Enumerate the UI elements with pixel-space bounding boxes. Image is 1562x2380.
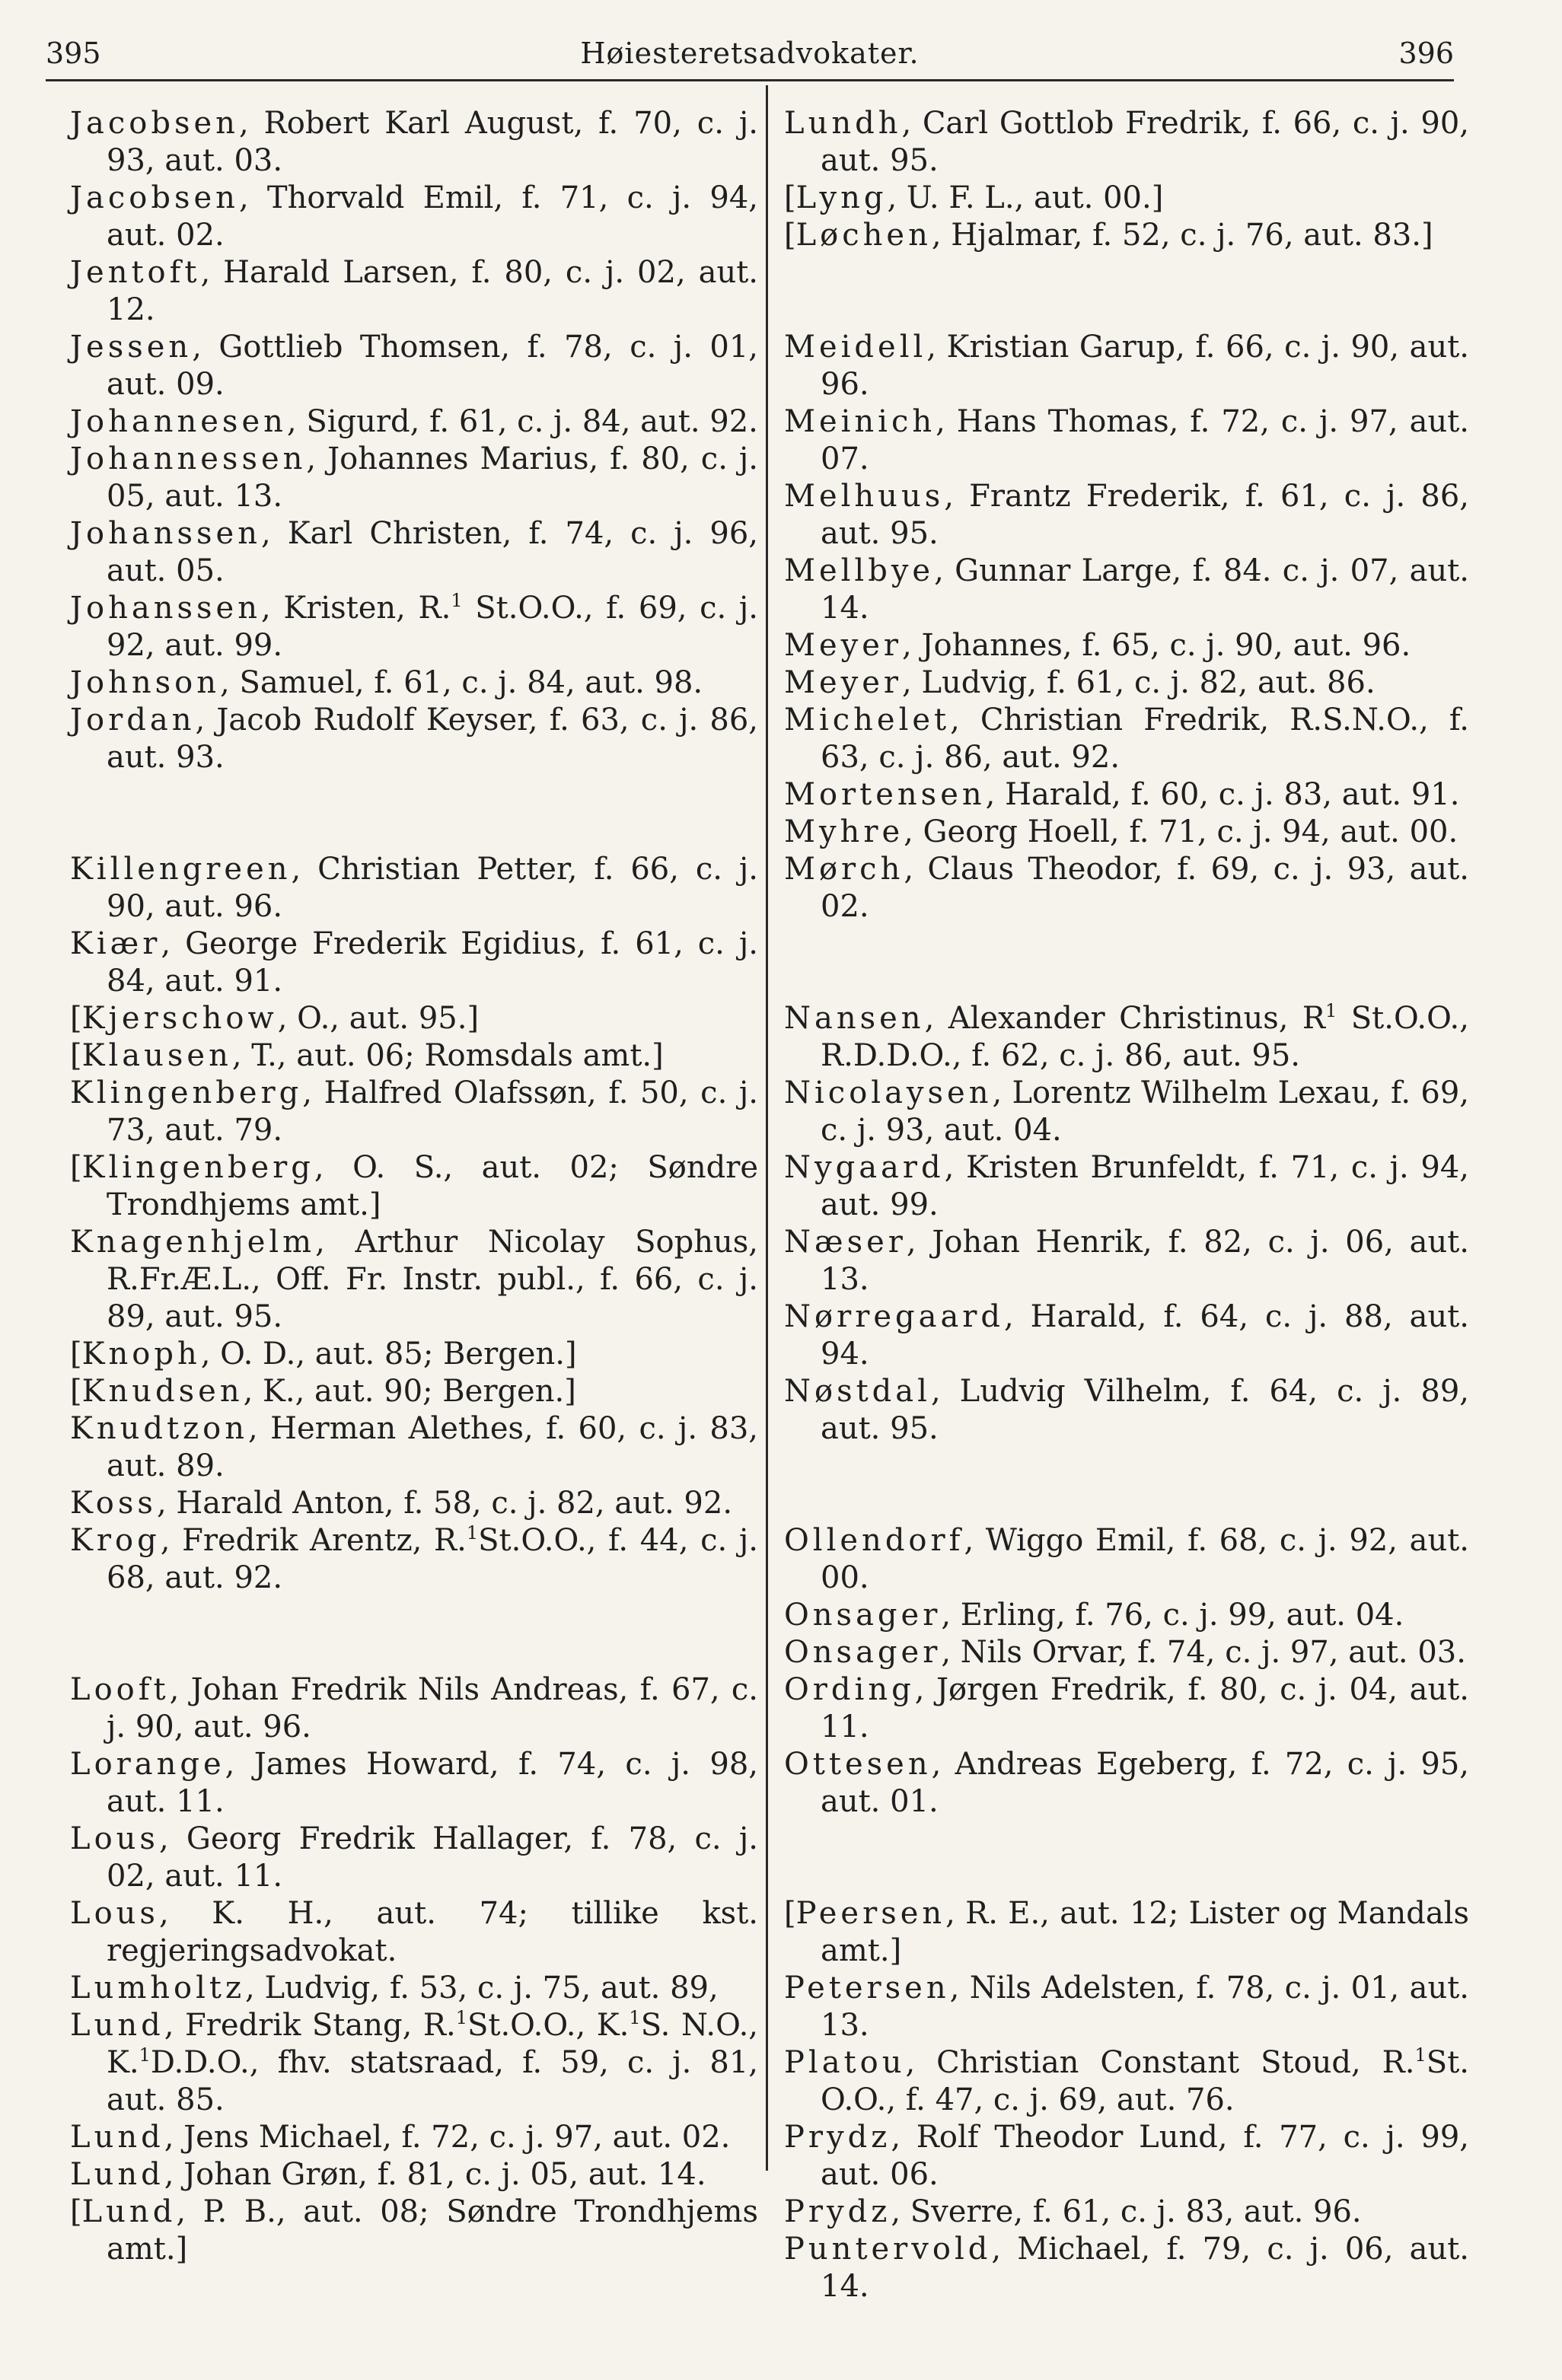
- surname: Jentoft: [70, 255, 201, 290]
- advocate-entry: [70, 851, 758, 926]
- surname: Mellbye: [784, 553, 935, 588]
- entry-details: , Claus Theodor, f. 69, c. j. 93, aut. 02.: [821, 852, 1469, 924]
- entry-details: , Erling, f. 76, c. j. 99, aut. 04.: [941, 1598, 1404, 1633]
- entry-details: , Herman Alethes, f. 60, c. j. 83, aut. 89.: [107, 1411, 758, 1483]
- surname: Meinich: [784, 404, 936, 439]
- surname: Kiær: [70, 926, 161, 961]
- order-class-superscript: 1: [1414, 2044, 1427, 2066]
- entry-details: , Harald Anton, f. 58, c. j. 82, aut. 92.: [156, 1486, 733, 1521]
- entry-details: , Kristian Garup, f. 66, c. j. 90, aut. 96.: [821, 330, 1469, 402]
- surname: Koss: [70, 1486, 157, 1521]
- entry-details: , Thorvald Emil, f. 71, c. j. 94, aut. 02.: [107, 180, 758, 253]
- entry-details: , Nils Orvar, f. 74, c. j. 97, aut. 03.: [941, 1635, 1466, 1670]
- surname: Klingenberg: [81, 1150, 314, 1185]
- advocate-entry: [70, 2156, 758, 2194]
- advocate-entry: [70, 1336, 758, 1373]
- advocate-entry: [784, 1746, 1469, 1821]
- right-column: [784, 105, 1469, 2380]
- surname: Lund: [70, 2157, 164, 2192]
- entry-details: , Johan Henrik, f. 82, c. j. 06, aut. 13.: [821, 1225, 1469, 1297]
- surname: Johannesen: [70, 404, 287, 439]
- advocate-entry: [70, 926, 758, 1000]
- surname: Ording: [784, 1672, 915, 1707]
- advocate-entry: [784, 2119, 1469, 2194]
- entry-details: , Arthur Nicolay Sophus, R.Fr.Æ.L., Off. Fr. Instr. publ., f. 66, c. j. 89, aut. 95.: [107, 1225, 758, 1334]
- advocate-entry: [70, 105, 758, 180]
- entry-details: , Gunnar Large, f. 84. c. j. 07, aut. 14.: [821, 553, 1469, 626]
- entry-details: , Robert Karl August, f. 70, c. j. 93, aut. 03.: [107, 106, 758, 178]
- entry-details: , Frantz Frederik, f. 61, c. j. 86, aut. 95.: [821, 479, 1469, 551]
- surname: Knudtzon: [70, 1411, 249, 1446]
- entry-details: , K. H., aut. 74; tillike kst. regjeringsadvokat.: [107, 1896, 758, 1968]
- advocate-entry: [70, 1970, 758, 2007]
- entry-details: , Jens Michael, f. 72, c. j. 97, aut. 02.: [164, 2120, 731, 2155]
- entry-details: , Georg Hoell, f. 71, c. j. 94, aut. 00.: [904, 814, 1458, 849]
- entry-details: , R. E., aut. 12; Lister og Mandals amt.]: [821, 1896, 1469, 1968]
- advocate-entry: [784, 217, 1469, 254]
- advocate-entry: [70, 2194, 758, 2268]
- entry-details: , O. D., aut. 85; Bergen.]: [200, 1337, 577, 1372]
- advocate-entry: [70, 1671, 758, 1746]
- header-rule: [46, 79, 1454, 81]
- advocate-entry: [70, 180, 758, 254]
- surname: Nicolaysen: [784, 1075, 993, 1110]
- surname: Platou: [784, 2045, 906, 2080]
- page-number-right: 396: [1398, 37, 1454, 70]
- surname: Lumholtz: [70, 1971, 246, 2006]
- surname: Johnson: [70, 665, 221, 700]
- surname: Michelet: [784, 703, 951, 738]
- surname: Krog: [70, 1523, 161, 1558]
- advocate-entry: [70, 1746, 758, 1821]
- advocate-entry: [70, 702, 758, 776]
- advocate-entry: [784, 1671, 1469, 1746]
- surname: Knoph: [81, 1337, 201, 1372]
- order-class-superscript: 1: [139, 2044, 151, 2066]
- surname: Johannessen: [70, 441, 307, 476]
- entry-details: , P. B., aut. 08; Søndre Trondhjems amt.]: [107, 2194, 758, 2267]
- advocate-entry: [70, 1149, 758, 1224]
- surname: Onsager: [784, 1635, 942, 1670]
- surname: Kjerschow: [81, 1001, 278, 1036]
- advocate-entry: [784, 814, 1469, 851]
- advocate-entry: [784, 1149, 1469, 1224]
- order-class-superscript: 1: [466, 1522, 479, 1544]
- entry-details: , Sigurd, f. 61, c. j. 84, aut. 92.: [286, 404, 758, 439]
- advocate-entry: [784, 2231, 1469, 2305]
- letter-section: [784, 1895, 1469, 2305]
- entry-details: , Wiggo Emil, f. 68, c. j. 92, aut. 00.: [821, 1523, 1469, 1595]
- surname: Puntervold: [784, 2232, 992, 2267]
- entry-details: , Hjalmar, f. 52, c. j. 76, aut. 83.]: [931, 218, 1433, 253]
- advocate-entry: [784, 1522, 1469, 1597]
- surname: Lorange: [70, 1747, 225, 1782]
- advocate-entry: [784, 664, 1469, 702]
- entry-details: , George Frederik Egidius, f. 61, c. j. 84, aut. 91.: [107, 926, 758, 999]
- surname: Meyer: [784, 628, 903, 663]
- surname: Ottesen: [784, 1747, 932, 1782]
- surname: Nansen: [784, 1001, 925, 1036]
- entry-details: , Johannes, f. 65, c. j. 90, aut. 96.: [902, 628, 1411, 663]
- letter-section: [784, 329, 1469, 926]
- advocate-entry: [70, 664, 758, 702]
- advocate-entry: [70, 403, 758, 441]
- advocate-entry: [784, 1597, 1469, 1634]
- entry-details: , Ludvig, f. 61, c. j. 82, aut. 86.: [902, 665, 1376, 700]
- entry-details: , Harald, f. 64, c. j. 88, aut. 94.: [821, 1299, 1469, 1372]
- surname: Næser: [784, 1225, 907, 1260]
- order-class-superscript: 1: [455, 2007, 467, 2028]
- surname: Løchen: [795, 218, 932, 253]
- surname: Johanssen: [70, 591, 261, 626]
- surname: Meidell: [784, 330, 927, 365]
- advocate-entry: [784, 105, 1469, 180]
- advocate-entry: [70, 1895, 758, 1970]
- entry-details: , T., aut. 06; Romsdals amt.]: [231, 1038, 664, 1073]
- surname: Jordan: [70, 703, 196, 738]
- advocate-entry: [70, 590, 758, 664]
- advocate-entry: [70, 1000, 758, 1037]
- advocate-entry: [784, 180, 1469, 217]
- advocate-entry: [784, 1634, 1469, 1671]
- surname: Petersen: [784, 1971, 950, 2006]
- letter-section: [784, 1522, 1469, 1821]
- letter-section: [70, 1671, 758, 2268]
- advocate-entry: [784, 1075, 1469, 1149]
- surname: Knagenhjelm: [70, 1225, 316, 1260]
- advocate-entry: [70, 2007, 758, 2119]
- entry-details: , Ludvig Vilhelm, f. 64, c. j. 89, aut. 95.: [821, 1374, 1469, 1446]
- entry-details: , Michael, f. 79, c. j. 06, aut. 14.: [821, 2232, 1469, 2304]
- surname: Myhre: [784, 814, 904, 849]
- advocate-entry: [70, 1485, 758, 1522]
- surname: Melhuus: [784, 479, 945, 514]
- bracket-open: [: [784, 180, 796, 215]
- letter-section: [784, 105, 1469, 254]
- advocate-entry: [784, 1298, 1469, 1373]
- bracket-open: [: [70, 1038, 82, 1073]
- entry-details: , Johan Fredrik Nils Andreas, f. 67, c. j. 90, aut. 96.: [107, 1672, 758, 1744]
- advocate-entry: [70, 441, 758, 515]
- entry-details: , Jørgen Fredrik, f. 80, c. j. 04, aut. 11.: [821, 1672, 1469, 1744]
- advocate-entry: [784, 2194, 1469, 2231]
- surname: Johanssen: [70, 516, 261, 551]
- bracket-open: [: [70, 2194, 82, 2229]
- surname: Lous: [70, 1896, 159, 1931]
- surname: Ollendorf: [784, 1523, 964, 1558]
- advocate-entry: [784, 1373, 1469, 1448]
- column-divider: [766, 85, 768, 2171]
- surname: Klingenberg: [70, 1075, 303, 1110]
- advocate-entry: [784, 776, 1469, 814]
- advocate-entry: [70, 1037, 758, 1075]
- bracket-open: [: [70, 1374, 82, 1409]
- page-number-left: 395: [46, 37, 101, 70]
- entry-details: , Fredrik Stang, R.$^1$St.O.O., K.$^1$S. N.O., K.$^1$D.D.O., fhv. statsraad, f. 59, c. j. 81, aut. 85.: [107, 2007, 758, 2117]
- advocate-entry: [784, 553, 1469, 627]
- entry-details: , Carl Gottlob Fredrik, f. 66, c. j. 90, aut. 95.: [821, 106, 1469, 178]
- bracket-open: [: [784, 218, 796, 253]
- surname: Prydz: [784, 2194, 891, 2229]
- surname: Lous: [70, 1821, 159, 1856]
- surname: Lyng: [795, 180, 888, 215]
- advocate-entry: [70, 1224, 758, 1336]
- surname: Meyer: [784, 665, 903, 700]
- advocate-entry: [70, 1373, 758, 1410]
- surname: Jessen: [70, 330, 193, 365]
- entry-details: , Johan Grøn, f. 81, c. j. 05, aut. 14.: [164, 2157, 706, 2192]
- advocate-entry: [70, 2119, 758, 2156]
- advocate-entry: [70, 515, 758, 590]
- entry-details: , Lorentz Wilhelm Lexau, f. 69, c. j. 93, aut. 04.: [821, 1075, 1469, 1148]
- entry-details: , Christian Petter, f. 66, c. j. 90, aut. 96.: [107, 852, 758, 924]
- entry-details: , Karl Christen, f. 74, c. j. 96, aut. 05.: [107, 516, 758, 588]
- entry-details: , Harald Larsen, f. 80, c. j. 02, aut. 12.: [107, 255, 758, 327]
- advocate-entry: [784, 2044, 1469, 2119]
- surname: Onsager: [784, 1598, 942, 1633]
- entry-details: , Kristen, R.$^1$ St.O.O., f. 69, c. j. 92, aut. 99.: [107, 590, 758, 663]
- bracket-open: [: [784, 1896, 796, 1931]
- surname: Jacobsen: [70, 106, 239, 141]
- page-title: Høiesteretsadvokater.: [580, 37, 920, 70]
- surname: Nørregaard: [784, 1299, 1005, 1334]
- page-header: [46, 37, 1454, 82]
- bracket-open: [: [70, 1001, 82, 1036]
- entry-details: , O., aut. 95.]: [277, 1001, 480, 1036]
- entry-details: , Christian Fredrik, R.S.N.O., f. 63, c. j. 86, aut. 92.: [821, 703, 1469, 775]
- advocate-entry: [784, 851, 1469, 926]
- advocate-entry: [784, 478, 1469, 553]
- advocate-entry: [70, 329, 758, 403]
- letter-section: [70, 851, 758, 1597]
- entry-details: , Johannes Marius, f. 80, c. j. 05, aut. 13.: [107, 441, 758, 514]
- entry-details: , Christian Constant Stoud, R.$^1$St. O.O., f. 47, c. j. 69, aut. 76.: [821, 2044, 1469, 2117]
- entry-details: , Harald, f. 60, c. j. 83, aut. 91.: [985, 777, 1460, 812]
- entry-details: , Kristen Brunfeldt, f. 71, c. j. 94, aut. 99.: [821, 1150, 1469, 1222]
- surname: Klausen: [81, 1038, 232, 1073]
- advocate-entry: [70, 254, 758, 329]
- entry-details: , Samuel, f. 61, c. j. 84, aut. 98.: [220, 665, 703, 700]
- bracket-open: [: [70, 1150, 82, 1185]
- surname: Lund: [81, 2194, 177, 2229]
- surname: Mortensen: [784, 777, 986, 812]
- order-class-superscript: 1: [629, 2007, 641, 2028]
- left-column: [70, 105, 758, 2343]
- entry-details: , Fredrik Arentz, R.$^1$St.O.O., f. 44, c. j. 68, aut. 92.: [107, 1522, 758, 1595]
- entry-details: , Gottlieb Thomsen, f. 78, c. j. 01, aut. 09.: [107, 330, 758, 402]
- surname: Peersen: [795, 1896, 946, 1931]
- advocate-entry: [784, 403, 1469, 478]
- letter-section: [784, 1000, 1469, 1448]
- surname: Nøstdal: [784, 1374, 931, 1409]
- surname: Prydz: [784, 2120, 891, 2155]
- surname: Knudsen: [81, 1374, 244, 1409]
- order-class-superscript: 1: [451, 590, 463, 611]
- entry-details: , Sverre, f. 61, c. j. 83, aut. 96.: [891, 2194, 1362, 2229]
- entry-details: , U. F. L., aut. 00.]: [887, 180, 1164, 215]
- letter-section: [70, 105, 758, 776]
- advocate-entry: [784, 702, 1469, 776]
- entry-details: , James Howard, f. 74, c. j. 98, aut. 11.: [107, 1747, 758, 1819]
- advocate-entry: [784, 627, 1469, 664]
- surname: Killengreen: [70, 852, 292, 887]
- advocate-entry: [70, 1410, 758, 1485]
- entry-details: , Jacob Rudolf Keyser, f. 63, c. j. 86, aut. 93.: [107, 703, 758, 775]
- entry-details: , Ludvig, f. 53, c. j. 75, aut. 89,: [245, 1971, 719, 2006]
- advocate-entry: [784, 1000, 1469, 1075]
- entry-details: , Alexander Christinus, $R^1$ St.O.O., R.D.D.O., f. 62, c. j. 86, aut. 95.: [821, 1000, 1469, 1073]
- surname: Jacobsen: [70, 180, 239, 215]
- entry-details: , Halfred Olafssøn, f. 50, c. j. 73, aut. 79.: [107, 1075, 758, 1148]
- advocate-entry: [784, 1224, 1469, 1298]
- entry-details: , O. S., aut. 02; Søndre Trondhjems amt.]: [107, 1150, 758, 1222]
- entry-details: , Andreas Egeberg, f. 72, c. j. 95, aut. 01.: [821, 1747, 1469, 1819]
- advocate-entry: [70, 1522, 758, 1597]
- advocate-entry: [784, 1970, 1469, 2044]
- advocate-entry: [784, 329, 1469, 403]
- surname: Looft: [70, 1672, 170, 1707]
- entry-details: , K., aut. 90; Bergen.]: [243, 1374, 576, 1409]
- bracket-open: [: [70, 1337, 82, 1372]
- entry-details: , Nils Adelsten, f. 78, c. j. 01, aut. 13.: [821, 1971, 1469, 2043]
- entry-details: , Rolf Theodor Lund, f. 77, c. j. 99, aut. 06.: [821, 2120, 1469, 2192]
- surname: Lund: [70, 2120, 164, 2155]
- surname: Nygaard: [784, 1150, 945, 1185]
- surname: Lundh: [784, 106, 902, 141]
- entry-details: , Georg Fredrik Hallager, f. 78, c. j. 02, aut. 11.: [107, 1821, 758, 1894]
- advocate-entry: [784, 1895, 1469, 1970]
- surname: Lund: [70, 2008, 164, 2043]
- advocate-entry: [70, 1821, 758, 1895]
- advocate-entry: [70, 1075, 758, 1149]
- entry-details: , Hans Thomas, f. 72, c. j. 97, aut. 07.: [821, 404, 1469, 476]
- surname: Mørch: [784, 852, 904, 887]
- order-class-superscript: 1: [1325, 1000, 1337, 1021]
